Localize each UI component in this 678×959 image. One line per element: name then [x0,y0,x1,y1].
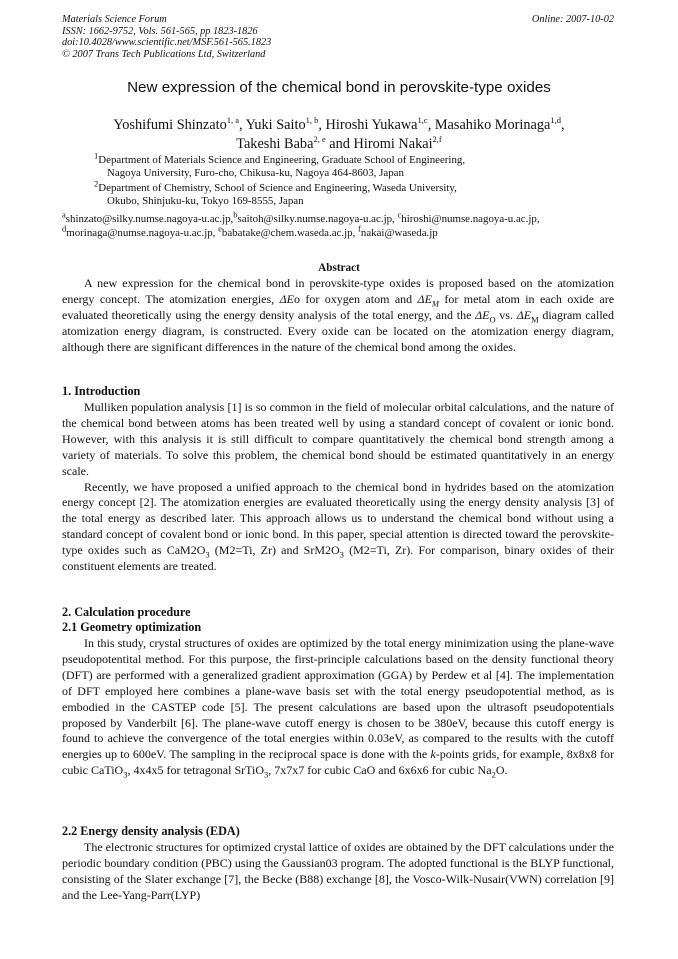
affiliation-text: Okubo, Shinjuku-ku, Tokyo 169-8555, Japan [107,195,304,208]
symbol-delta-e: ΔE [417,291,432,306]
author-affiliation-mark: 1,c [417,115,428,126]
subscript: 3 [123,769,128,780]
email-mark: b [233,209,238,220]
symbol-delta-e: ΔE [475,307,490,322]
author-list: Yoshifumi Shinzato$^{1, a}$, Yuki Saito$^{1, b}$, Hiroshi Yukawa$^{1,c}$, Masahiko Morinaga$^{1,d}$, Takeshi Baba$^{2, e}$ and Hiromi Nakai$^{2,f}$ [113,115,565,152]
email-mark: d [62,223,67,234]
subscript: 3 [264,769,269,780]
text-run: (M2=Ti, Zr). For comparison, binary oxides of their constituent elements are treated. [62,543,614,574]
affiliation-2 [94,178,614,209]
affiliation-text: Nagoya University, Furo-cho, Chikusa-ku, Nagoya 464-8603, Japan [107,167,404,180]
and-word: and [329,136,350,152]
email-list [62,209,622,241]
text-run: A new expression for the chemical bond in perovskite-type oxides is proposed based on the atomization energy concept. The atomization energies, [62,276,614,306]
affiliation-number: 1 [94,150,99,161]
abstract-paragraph [62,276,614,356]
affiliation-number: 2 [94,178,99,189]
affiliation-text: Department of Materials Science and Engineering, Graduate School of Engineering, [98,154,466,166]
paragraph: Mulliken population analysis [1] is so common in the field of molecular orbital calculations, and the nature of the chemical bond between atoms has been treated well by using a standard concept of covalent or ionic bond. However, with this analysis it is still difficult to compare quantitatively the chemical bond strength among a variety of materials. To solve this problem, the chemical bond should be estimated quantitatively in an energy scale. [62,400,614,478]
journal-name: Materials Science Forum [62,14,167,25]
section-heading-calculation: 2. Calculation procedure [62,605,191,619]
author-affiliation-mark: 1, b [305,115,319,126]
author-name: Takeshi Baba [236,136,314,152]
paper-title: New expression of the chemical bond in perovskite-type oxides [127,79,551,96]
text-run: In this study, crystal structures of oxides are optimized by the total energy minimization using the plane-wave pseudopotentital method. For this purpose, the first-principle calculations based on the density functional theory (DFT) are performed with a generalized gradient approximation (GGA) by Perdew et al [4]. The implementation of DFT employed here combines a plane-wave basis set with the total energy pseudopotential method, as is embodied in the CASTEP code [5]. The present calculations are based upon the ultrasoft pseudopotentials proposed by Vanderbilt [6]. The plane-wave cutoff energy is chosen to be 380eV, because this cutoff energy is found to achieve the convergence of the total energies within 0.03eV, as compared to the results with the cutoff energies up to 600eV. The sampling in the reciprocal space is done with the [62,636,614,762]
doi-line: doi:10.4028/www.scientific.net/MSF.561-565.1823 [62,37,272,48]
author-affiliation-mark: 2, e [313,134,326,145]
author-name: Masahiko Morinaga [434,117,551,133]
subscript: 3 [339,549,344,560]
author-affiliation-mark: 2,f [432,134,442,145]
text-run: -points grids, for example, 8x8x8 for cubic CaTiO [62,747,614,778]
text-run: vs. [495,307,517,322]
paragraph [62,480,614,575]
abstract-body [62,276,614,356]
text-run: o for oxygen atom and [293,291,418,306]
geometry-body [62,636,614,779]
subscript: 2 [491,769,496,780]
email-mark: e [218,223,222,234]
affiliation-text: Department of Chemistry, School of Science and Engineering, Waseda University, [98,182,457,194]
text-run: k [430,747,436,762]
symbol-delta-e: ΔE [516,307,532,322]
email-address[interactable]: saitoh@silky.numse.nagoya-u.ac.jp, [237,213,395,225]
subscript: O [489,314,496,325]
eda-body [62,840,614,904]
journal-header [62,14,614,60]
subscript: M [431,298,440,309]
author-affiliation-mark: 1,d [550,115,562,126]
affiliation-1 [94,150,614,181]
author-affiliation-mark: 1, a [226,115,240,126]
subscript: 3 [205,549,210,560]
email-mark: c [397,209,402,220]
paragraph: The electronic structures for optimized crystal lattice of oxides are obtained by the DFT calculations under the periodic boundary condition (PBC) using the Gaussian03 program. The adopted functional is the BLYP functional, consisting of the Slater exchange [7], the Becke (B88) exchange [8], the Vosco-Wilk-Nusair(VWN) correlation [9] and the Lee-Yang-Parr(LYP) [62,840,614,902]
symbol-delta-e: ΔE [279,291,294,306]
online-date: Online: 2007-10-02 [531,14,614,25]
issn-line: ISSN: 1662-9752, Vols. 561-565, pp 1823-1826 [62,25,258,37]
copyright-line: © 2007 Trans Tech Publications Ltd, Switzerland [62,48,266,60]
email-address[interactable]: nakai@waseda.jp [360,227,438,240]
subsection-heading-eda: 2.2 Energy density analysis (EDA) [62,824,240,838]
text-run: (M2=Ti, Zr) and SrM2O [209,543,340,558]
introduction-body [62,400,614,575]
text-run: , 7x7x7 for cubic CaO and 6x6x6 for cubic Na [268,763,492,778]
email-address[interactable]: babatake@chem.waseda.ac.jp, [221,227,356,240]
text-run: , 4x4x5 for tetragonal SrTiO [127,763,265,778]
email-address[interactable]: morinaga@numse.nagoya-u.ac.jp, [66,227,216,240]
author-name: Yuki Saito [245,117,306,133]
email-address[interactable]: hiroshi@numse.nagoya-u.ac.jp, [401,213,540,225]
email-mark: f [358,223,361,234]
subsection-heading-geometry: 2.1 Geometry optimization [62,620,202,634]
text-run: Recently, we have proposed a unified approach to the chemical bond in hydrides based on the atomization energy concept [2]. The atomization energies are evaluated theoretically using the energy density analysis [3] of the total energy as described later. This approach allows us to understand the chemical bond without using a standard concept of covalent bond or ionic bond. In this paper, special attention is directed toward the perovskite-type oxides such as CaM2O [62,479,614,558]
section-heading-introduction: 1. Introduction [62,384,141,398]
author-name: Hiroshi Yukawa [325,117,418,133]
author-name: Yoshifumi Shinzato [113,117,227,133]
email-address[interactable]: shinzato@silky.numse.nagoya-u.ac.jp, [65,213,234,225]
author-name: Hiromi Nakai [353,136,433,152]
text-run: diagram called atomization energy diagram, is constructed. Every oxide can be located on the atomization energy diagram, although there are significant differences in the nature of the chemical bond among the oxides. [62,307,614,354]
abstract-heading: Abstract [318,262,360,274]
paragraph [62,636,614,779]
text-run: O. [495,763,508,778]
email-mark: a [62,209,66,220]
subscript: M [531,314,539,325]
text-run: for metal atom in each oxide are evaluated theoretically using the energy density analysis of the total energy, and the [62,291,615,322]
